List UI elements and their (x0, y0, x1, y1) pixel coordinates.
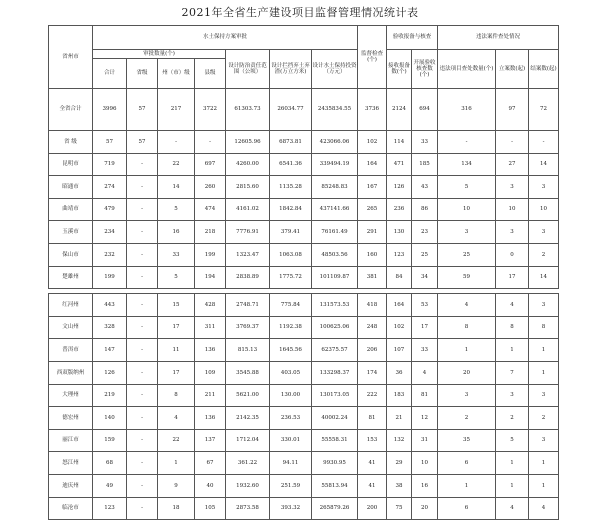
value-cell: 72 (529, 89, 559, 131)
value-cell: 29 (387, 452, 412, 475)
region-cell: 丽江市 (49, 429, 93, 452)
value-cell: 393.32 (270, 497, 312, 520)
value-cell: 6541.36 (270, 153, 312, 176)
value-cell: 85248.83 (312, 176, 358, 199)
value-cell: 199 (195, 243, 226, 266)
value-cell: 8 (529, 316, 559, 339)
value-cell: - (127, 294, 158, 317)
region-cell: 玉溪市 (49, 221, 93, 244)
value-cell: 265 (358, 198, 387, 221)
value-cell: 265879.26 (312, 497, 358, 520)
value-cell: 3 (496, 221, 529, 244)
value-cell: 423066.06 (312, 131, 358, 154)
value-cell: - (195, 131, 226, 154)
value-cell: 17 (158, 316, 195, 339)
value-cell: 403.05 (270, 361, 312, 384)
value-cell: 67 (195, 452, 226, 475)
value-cell: 339494.19 (312, 153, 358, 176)
value-cell: 133298.37 (312, 361, 358, 384)
region-cell: 省 级 (49, 131, 93, 154)
value-cell: 236 (387, 198, 412, 221)
region-cell: 大理州 (49, 384, 93, 407)
value-cell: 248 (358, 316, 387, 339)
value-cell: 33 (412, 131, 438, 154)
value-cell: 8 (496, 316, 529, 339)
value-cell: 14 (158, 176, 195, 199)
value-cell: 134 (438, 153, 496, 176)
value-cell: 57 (127, 131, 158, 154)
value-cell: 1 (529, 452, 559, 475)
value-cell: 4 (412, 361, 438, 384)
value-cell: 10 (438, 198, 496, 221)
value-cell: 2 (496, 407, 529, 430)
value-cell: - (127, 243, 158, 266)
value-cell: 53 (412, 294, 438, 317)
value-cell: 4 (529, 497, 559, 520)
value-cell: 27 (496, 153, 529, 176)
table-row (49, 316, 559, 339)
value-cell: 1 (529, 361, 559, 384)
value-cell: 62375.57 (312, 339, 358, 362)
value-cell: 206 (358, 339, 387, 362)
table-row (49, 429, 559, 452)
value-cell: 1 (529, 474, 559, 497)
value-cell: 199 (93, 266, 127, 289)
value-cell: - (127, 361, 158, 384)
value-cell: - (438, 131, 496, 154)
value-cell: 3722 (195, 89, 226, 131)
value-cell: - (127, 384, 158, 407)
spoil-header: 设计拦挡弃土弃渣(万立方米) (270, 50, 312, 89)
value-cell: 3736 (358, 89, 387, 131)
value-cell: 132 (387, 429, 412, 452)
value-cell: 8 (438, 316, 496, 339)
value-cell: 5 (438, 176, 496, 199)
value-cell: 4 (158, 407, 195, 430)
value-cell: 109 (195, 361, 226, 384)
value-cell: - (529, 131, 559, 154)
value-cell: 40 (195, 474, 226, 497)
table-row (49, 89, 559, 131)
value-cell: 316 (438, 89, 496, 131)
value-cell: 16 (412, 474, 438, 497)
region-cell: 曲靖市 (49, 198, 93, 221)
value-cell: 6873.81 (270, 131, 312, 154)
value-cell: 102 (387, 316, 412, 339)
cases-closed-header: 结案数(起) (529, 50, 559, 89)
value-cell: 361.22 (226, 452, 270, 475)
value-cell: 41 (358, 474, 387, 497)
value-cell: 437141.66 (312, 198, 358, 221)
value-cell: 815.13 (226, 339, 270, 362)
value-cell: 136 (195, 339, 226, 362)
region-cell: 昆明市 (49, 153, 93, 176)
value-cell: 123 (387, 243, 412, 266)
value-cell: 17 (158, 361, 195, 384)
value-cell: 11 (158, 339, 195, 362)
value-cell: 16 (158, 221, 195, 244)
value-cell: - (127, 221, 158, 244)
value-cell: 2 (529, 407, 559, 430)
value-cell: 10 (496, 198, 529, 221)
value-cell: 102 (358, 131, 387, 154)
table-row (49, 474, 559, 497)
value-cell: 81 (358, 407, 387, 430)
value-cell: 15 (158, 294, 195, 317)
value-cell: 3 (529, 384, 559, 407)
region-cell: 全省合计 (49, 89, 93, 131)
approval-count-header: 审批数量(个) (93, 50, 226, 59)
value-cell: 234 (93, 221, 127, 244)
region-cell: 西双版纳州 (49, 361, 93, 384)
region-cell: 保山市 (49, 243, 93, 266)
value-cell: 35 (438, 429, 496, 452)
value-cell: 1 (496, 474, 529, 497)
region-cell: 普洱市 (49, 339, 93, 362)
region-cell: 德宏州 (49, 407, 93, 430)
value-cell: - (127, 153, 158, 176)
value-cell: 2142.35 (226, 407, 270, 430)
value-cell: 3 (529, 221, 559, 244)
value-cell: 2838.89 (226, 266, 270, 289)
value-cell: 1 (438, 474, 496, 497)
value-cell: 6 (438, 497, 496, 520)
table-row (49, 294, 559, 317)
value-cell: 1775.72 (270, 266, 312, 289)
value-cell: - (158, 131, 195, 154)
value-cell: 4 (496, 497, 529, 520)
value-cell: 2435834.55 (312, 89, 358, 131)
value-cell: 694 (412, 89, 438, 131)
value-cell: 194 (195, 266, 226, 289)
value-cell: 9 (158, 474, 195, 497)
value-cell: 200 (358, 497, 387, 520)
value-cell: - (127, 429, 158, 452)
value-cell: 84 (387, 266, 412, 289)
value-cell: 1135.28 (270, 176, 312, 199)
value-cell: - (127, 452, 158, 475)
region-cell: 文山州 (49, 316, 93, 339)
total-header: 合计 (93, 59, 127, 89)
value-cell: 1645.56 (270, 339, 312, 362)
value-cell: 1712.04 (226, 429, 270, 452)
value-cell: 167 (358, 176, 387, 199)
table-row (49, 131, 559, 154)
value-cell: 59 (438, 266, 496, 289)
value-cell: 2748.71 (226, 294, 270, 317)
value-cell: 2 (529, 243, 559, 266)
value-cell: 2124 (387, 89, 412, 131)
value-cell: 22 (158, 153, 195, 176)
value-cell: 4 (496, 294, 529, 317)
value-cell: 126 (387, 176, 412, 199)
value-cell: - (127, 407, 158, 430)
value-cell: 147 (93, 339, 127, 362)
prefecture-header: 州（市）级 (158, 59, 195, 89)
value-cell: 81 (412, 384, 438, 407)
value-cell: 3 (438, 384, 496, 407)
value-cell: 153 (358, 429, 387, 452)
value-cell: 126 (93, 361, 127, 384)
value-cell: 25 (412, 243, 438, 266)
value-cell: - (127, 497, 158, 520)
value-cell: 159 (93, 429, 127, 452)
value-cell: 328 (93, 316, 127, 339)
value-cell: 1 (438, 339, 496, 362)
provincial-header: 省级 (127, 59, 158, 89)
value-cell: 3996 (93, 89, 127, 131)
value-cell: 10 (529, 198, 559, 221)
value-cell: 8 (158, 384, 195, 407)
value-cell: 218 (195, 221, 226, 244)
cases-filed-header: 立案数(起) (496, 50, 529, 89)
value-cell: 130173.05 (312, 384, 358, 407)
value-cell: 55813.94 (312, 474, 358, 497)
value-cell: 68 (93, 452, 127, 475)
value-cell: 3769.37 (226, 316, 270, 339)
value-cell: 10 (412, 452, 438, 475)
value-cell: 428 (195, 294, 226, 317)
value-cell: 131573.53 (312, 294, 358, 317)
value-cell: - (127, 316, 158, 339)
value-cell: 130.00 (270, 384, 312, 407)
region-cell: 怒江州 (49, 452, 93, 475)
value-cell: 14 (529, 153, 559, 176)
value-cell: 36 (387, 361, 412, 384)
table-row (49, 384, 559, 407)
table-row (49, 361, 559, 384)
table-row (49, 221, 559, 244)
value-cell: 76161.49 (312, 221, 358, 244)
value-cell: 17 (496, 266, 529, 289)
value-cell: 474 (195, 198, 226, 221)
value-cell: 130 (387, 221, 412, 244)
value-cell: 775.84 (270, 294, 312, 317)
value-cell: 7776.91 (226, 221, 270, 244)
region-cell: 楚雄州 (49, 266, 93, 289)
value-cell: 6 (438, 452, 496, 475)
value-cell: 14 (529, 266, 559, 289)
acceptance-group-header: 验收报备与核查 (387, 26, 438, 50)
value-cell: 18 (158, 497, 195, 520)
value-cell: 260 (195, 176, 226, 199)
value-cell: 443 (93, 294, 127, 317)
value-cell: 3545.88 (226, 361, 270, 384)
value-cell: 48503.56 (312, 243, 358, 266)
value-cell: 251.59 (270, 474, 312, 497)
table-row (49, 339, 559, 362)
value-cell: 274 (93, 176, 127, 199)
value-cell: 236.53 (270, 407, 312, 430)
soil-plan-header: 水土保持方案审批 (93, 26, 358, 50)
value-cell: 21 (387, 407, 412, 430)
value-cell: - (127, 176, 158, 199)
value-cell: 1063.08 (270, 243, 312, 266)
value-cell: 1932.60 (226, 474, 270, 497)
supervision-header: 监督检查(个) (358, 26, 387, 89)
value-cell: 20 (438, 361, 496, 384)
value-cell: 5 (158, 198, 195, 221)
value-cell: 222 (358, 384, 387, 407)
violation-projects-header: 违法项目查处数量(个) (438, 50, 496, 89)
value-cell: - (127, 266, 158, 289)
value-cell: 3 (529, 429, 559, 452)
value-cell: 2815.60 (226, 176, 270, 199)
value-cell: 31 (412, 429, 438, 452)
value-cell: 1 (158, 452, 195, 475)
value-cell: 311 (195, 316, 226, 339)
value-cell: 219 (93, 384, 127, 407)
value-cell: 232 (93, 243, 127, 266)
value-cell: 291 (358, 221, 387, 244)
value-cell: 57 (93, 131, 127, 154)
table-row (49, 497, 559, 520)
value-cell: 7 (496, 361, 529, 384)
value-cell: 697 (195, 153, 226, 176)
value-cell: 5 (158, 266, 195, 289)
value-cell: 3 (496, 384, 529, 407)
value-cell: 101109.87 (312, 266, 358, 289)
value-cell: 4161.02 (226, 198, 270, 221)
value-cell: 719 (93, 153, 127, 176)
value-cell: 33 (412, 339, 438, 362)
value-cell: 1 (496, 339, 529, 362)
value-cell: 97 (496, 89, 529, 131)
table-row (49, 266, 559, 289)
violation-group-header: 违法案件查处情况 (438, 26, 559, 50)
value-cell: 86 (412, 198, 438, 221)
value-cell: 174 (358, 361, 387, 384)
value-cell: 49 (93, 474, 127, 497)
table-row (49, 198, 559, 221)
value-cell: 57 (127, 89, 158, 131)
value-cell: - (127, 198, 158, 221)
value-cell: - (127, 474, 158, 497)
acceptance-count-header: 接收报备数(个) (387, 50, 412, 89)
value-cell: 114 (387, 131, 412, 154)
value-cell: 33 (158, 243, 195, 266)
value-cell: 5 (496, 429, 529, 452)
value-cell: 38 (387, 474, 412, 497)
value-cell: 1192.38 (270, 316, 312, 339)
value-cell: 22 (158, 429, 195, 452)
value-cell: 123 (93, 497, 127, 520)
value-cell: 137 (195, 429, 226, 452)
value-cell: 75 (387, 497, 412, 520)
table-row (49, 452, 559, 475)
statistics-table (48, 25, 559, 520)
value-cell: 418 (358, 294, 387, 317)
value-cell: 3 (496, 176, 529, 199)
value-cell: 1842.84 (270, 198, 312, 221)
value-cell: - (127, 339, 158, 362)
value-cell: 1 (529, 339, 559, 362)
page-title: 2021年全省生产建设项目监督管理情况统计表 (181, 6, 419, 19)
value-cell: 185 (412, 153, 438, 176)
region-header: 省州市 (49, 26, 93, 89)
value-cell: 43 (412, 176, 438, 199)
table-row (49, 243, 559, 266)
value-cell: 379.41 (270, 221, 312, 244)
value-cell: 17 (412, 316, 438, 339)
table-body (49, 89, 559, 520)
value-cell: 330.01 (270, 429, 312, 452)
value-cell: 3 (529, 176, 559, 199)
region-cell: 迪庆州 (49, 474, 93, 497)
value-cell: 12 (412, 407, 438, 430)
value-cell: 61303.73 (226, 89, 270, 131)
region-cell: 临沧市 (49, 497, 93, 520)
value-cell: 1 (496, 452, 529, 475)
value-cell: 107 (387, 339, 412, 362)
value-cell: 9930.95 (312, 452, 358, 475)
value-cell: 471 (387, 153, 412, 176)
value-cell: 41 (358, 452, 387, 475)
value-cell: 4260.00 (226, 153, 270, 176)
value-cell: 55558.31 (312, 429, 358, 452)
value-cell: 0 (496, 243, 529, 266)
value-cell: - (496, 131, 529, 154)
table-row (49, 153, 559, 176)
value-cell: 105 (195, 497, 226, 520)
value-cell: 2873.58 (226, 497, 270, 520)
value-cell: 4 (438, 294, 496, 317)
value-cell: 12605.96 (226, 131, 270, 154)
value-cell: 183 (387, 384, 412, 407)
value-cell: 34 (412, 266, 438, 289)
region-cell: 昭通市 (49, 176, 93, 199)
value-cell: 1323.47 (226, 243, 270, 266)
value-cell: 100625.06 (312, 316, 358, 339)
value-cell: 136 (195, 407, 226, 430)
value-cell: 381 (358, 266, 387, 289)
investment-header: 设计水土保持投资（万元） (312, 50, 358, 89)
county-header: 县级 (195, 59, 226, 89)
value-cell: 3 (529, 294, 559, 317)
table-row (49, 407, 559, 430)
value-cell: 164 (387, 294, 412, 317)
value-cell: 3 (438, 221, 496, 244)
value-cell: 23 (412, 221, 438, 244)
value-cell: 217 (158, 89, 195, 131)
region-cell: 红河州 (49, 294, 93, 317)
value-cell: 164 (358, 153, 387, 176)
value-cell: 160 (358, 243, 387, 266)
value-cell: 26034.77 (270, 89, 312, 131)
value-cell: 94.11 (270, 452, 312, 475)
value-cell: 479 (93, 198, 127, 221)
value-cell: 2 (438, 407, 496, 430)
value-cell: 20 (412, 497, 438, 520)
area-header: 设计防治责任范围（公顷） (226, 50, 270, 89)
value-cell: 25 (438, 243, 496, 266)
value-cell: 211 (195, 384, 226, 407)
verification-count-header: 开展验收核查数(个) (412, 50, 438, 89)
table-row (49, 176, 559, 199)
value-cell: 5621.00 (226, 384, 270, 407)
value-cell: 40002.24 (312, 407, 358, 430)
value-cell: 140 (93, 407, 127, 430)
